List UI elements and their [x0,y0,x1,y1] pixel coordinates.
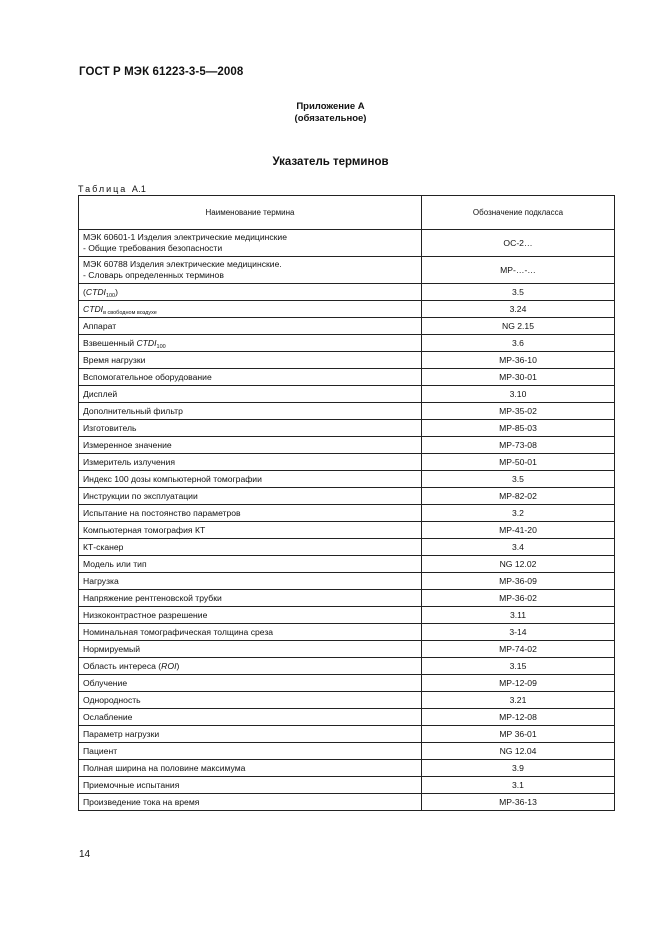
table-row [79,777,615,794]
annex-status: (обязательное) [294,113,367,124]
subclass-code-cell: 3.5 [422,471,615,488]
table-row [79,641,615,658]
term-text: КТ-сканер [83,541,124,552]
term-subscript: 100 [156,343,166,350]
term-cell [79,726,422,743]
table-row [79,556,615,573]
term-column-header: Наименование термина [79,196,422,230]
page-number: 14 [79,849,91,860]
term-symbol: ROI [161,660,177,671]
term-text: Дополнительный фильтр [83,405,183,416]
term-text: Измеритель излучения [83,456,176,467]
table-row [79,726,615,743]
table-row [79,335,615,352]
index-title: Указатель терминов [272,156,389,168]
term-text: Произведение тока на время [83,796,200,807]
term-text: Изготовитель [83,422,137,433]
term-text: Модель или тип [83,558,147,569]
table-row [79,624,615,641]
table-row [79,522,615,539]
subclass-code-cell: 3.24 [422,301,615,318]
subclass-code-cell: 3.2 [422,505,615,522]
term-text: Приемочные испытания [83,779,180,790]
term-text: Нагрузка [83,575,119,586]
subclass-code-cell: МР-36-02 [422,590,615,607]
table-row [79,318,615,335]
table-row [79,658,615,675]
subclass-code-cell: МР-74-02 [422,641,615,658]
table-caption [78,184,146,194]
subclass-code-cell: МР-36-10 [422,352,615,369]
term-text: Напряжение рентгеновской трубки [83,592,222,603]
term-text: Инструкции по эксплуатации [83,490,198,501]
table-row [79,230,615,257]
term-cell [79,743,422,760]
term-cell [79,352,422,369]
term-cell [79,624,422,641]
table-row [79,794,615,811]
table-row [79,471,615,488]
table-row [79,607,615,624]
subclass-code-cell: 3.10 [422,386,615,403]
code-column-header: Обозначение подкласса [422,196,615,230]
term-cell [79,454,422,471]
term-cell [79,607,422,624]
term-cell [79,658,422,675]
term-cell [79,794,422,811]
subclass-code-cell: ОС-2… [422,230,615,257]
term-cell [79,505,422,522]
subclass-code-cell: МР-36-13 [422,794,615,811]
term-cell [79,257,422,284]
term-text: Параметр нагрузки [83,728,160,739]
table-row [79,539,615,556]
term-text: Область интереса ( [83,660,162,671]
term-text: Низкоконтрастное разрешение [83,609,208,620]
term-cell [79,590,422,607]
subclass-code-cell: 3.11 [422,607,615,624]
table-row [79,352,615,369]
table-row [79,505,615,522]
term-text: Время нагрузки [83,354,146,365]
term-cell [79,335,422,352]
table-row [79,386,615,403]
term-text: Индекс 100 дозы компьютерной томографии [83,473,262,484]
subclass-code-cell: 3.6 [422,335,615,352]
table-row [79,573,615,590]
table-row [79,590,615,607]
table-row [79,760,615,777]
table-row [79,420,615,437]
term-text: Однородность [83,694,141,705]
term-cell [79,709,422,726]
document-code: ГОСТ Р МЭК 61223-3-5—2008 [79,66,244,78]
term-text: ) [115,286,118,297]
table-row [79,709,615,726]
term-text: Дисплей [83,388,118,399]
term-cell [79,675,422,692]
table-row [79,437,615,454]
table-row [79,692,615,709]
subclass-code-cell: МР-73-08 [422,437,615,454]
term-text: Вспомогательное оборудование [83,371,212,382]
subclass-code-cell: 3.15 [422,658,615,675]
term-line: - Словарь определенных терминов [83,270,224,280]
term-text: ) [176,660,180,671]
term-cell [79,318,422,335]
term-text: Номинальная томографическая толщина среза [83,626,274,637]
term-text: Взвешенный [83,337,137,348]
term-cell [79,488,422,505]
term-cell [79,230,422,257]
term-text: Испытание на постоянство параметров [83,507,241,518]
term-symbol: CTDI [83,303,104,314]
table-row [79,488,615,505]
term-text: Полная ширина на половине максимума [83,762,246,773]
term-line: МЭК 60788 Изделия электрические медицинские. [83,259,282,269]
subclass-code-cell: 3.4 [422,539,615,556]
term-subscript: 100 [105,292,116,299]
table-row [79,369,615,386]
term-cell [79,692,422,709]
term-cell [79,386,422,403]
term-text: Компьютерная томография КТ [83,524,206,535]
subclass-code-cell: 3.1 [422,777,615,794]
term-text: Нормируемый [83,643,141,654]
term-cell [79,437,422,454]
term-cell [79,777,422,794]
table-row [79,284,615,301]
subclass-code-cell: МР-82-02 [422,488,615,505]
term-cell [79,522,422,539]
term-symbol: CTDI [85,286,106,297]
subclass-code-cell: МР-…-… [422,257,615,284]
table-row [79,743,615,760]
term-cell [79,369,422,386]
subclass-code-cell: МР-30-01 [422,369,615,386]
term-cell [79,539,422,556]
terms-table [78,195,615,811]
subclass-code-cell: NG 2.15 [422,318,615,335]
term-cell [79,760,422,777]
term-cell [79,301,422,318]
subclass-code-cell: 3.9 [422,760,615,777]
term-cell [79,556,422,573]
table-row [79,257,615,284]
subclass-code-cell: МР-35-02 [422,403,615,420]
term-text: ( [83,286,86,297]
subclass-code-cell: МР 36-01 [422,726,615,743]
table-row [79,403,615,420]
terms-table-body [79,230,615,811]
subclass-code-cell: 3-14 [422,624,615,641]
table-row [79,454,615,471]
term-cell [79,420,422,437]
table-caption-number: А.1 [131,184,147,194]
term-subscript: в свободном воздухе [103,309,157,316]
table-row [79,675,615,692]
subclass-code-cell: 3.5 [422,284,615,301]
subclass-code-cell: МР-41-20 [422,522,615,539]
term-text: Облучение [83,677,128,688]
table-header-row [79,196,615,230]
subclass-code-cell: 3.21 [422,692,615,709]
annex-heading [0,101,661,125]
term-symbol: CTDI [136,337,157,348]
subclass-code-cell: МР-12-08 [422,709,615,726]
term-cell [79,573,422,590]
subclass-code-cell: МР-85-03 [422,420,615,437]
subclass-code-cell: NG 12.02 [422,556,615,573]
term-cell [79,284,422,301]
annex-title: Приложение А [296,101,365,112]
term-line: - Общие требования безопасности [83,243,223,253]
table-row [79,301,615,318]
term-cell [79,403,422,420]
term-text: Пациент [83,745,118,756]
subclass-code-cell: МР-12-09 [422,675,615,692]
term-text: Ослабление [83,711,133,722]
table-caption-word: Таблица [78,184,128,194]
subclass-code-cell: NG 12.04 [422,743,615,760]
subclass-code-cell: МР-36-09 [422,573,615,590]
subclass-code-cell: МР-50-01 [422,454,615,471]
term-cell [79,641,422,658]
term-text: Измеренное значение [83,439,172,450]
term-line: МЭК 60601-1 Изделия электрические медицинские [83,232,288,242]
term-cell [79,471,422,488]
term-text: Аппарат [83,320,117,331]
